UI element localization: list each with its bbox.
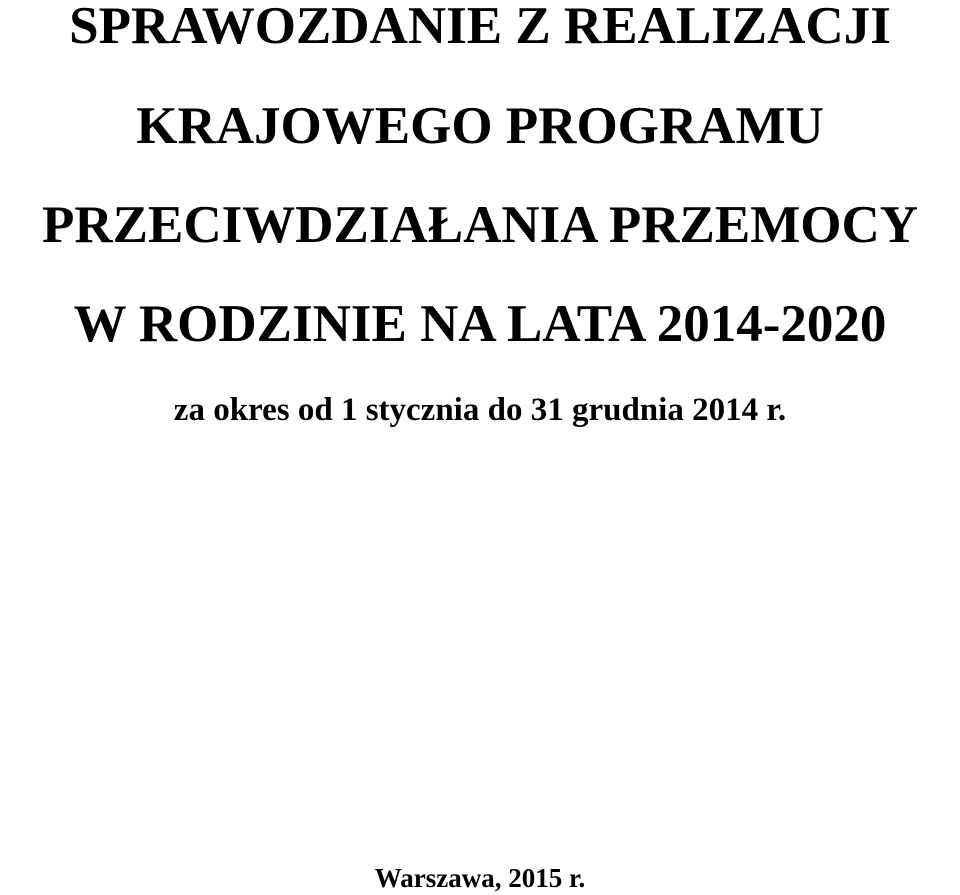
title-line-2: KRAJOWEGO PROGRAMU — [136, 97, 824, 155]
place-and-date: Warszawa, 2015 r. — [374, 863, 586, 893]
title-line-3: PRZECIWDZIAŁANIA PRZEMOCY — [41, 196, 919, 254]
title-line-4: W RODZINIE NA LATA 2014-2020 — [73, 295, 887, 353]
reporting-period: za okres od 1 stycznia do 31 grudnia 2014 r. — [173, 392, 787, 428]
title-line-1: SPRAWOZDANIE Z REALIZACJI — [69, 0, 891, 55]
